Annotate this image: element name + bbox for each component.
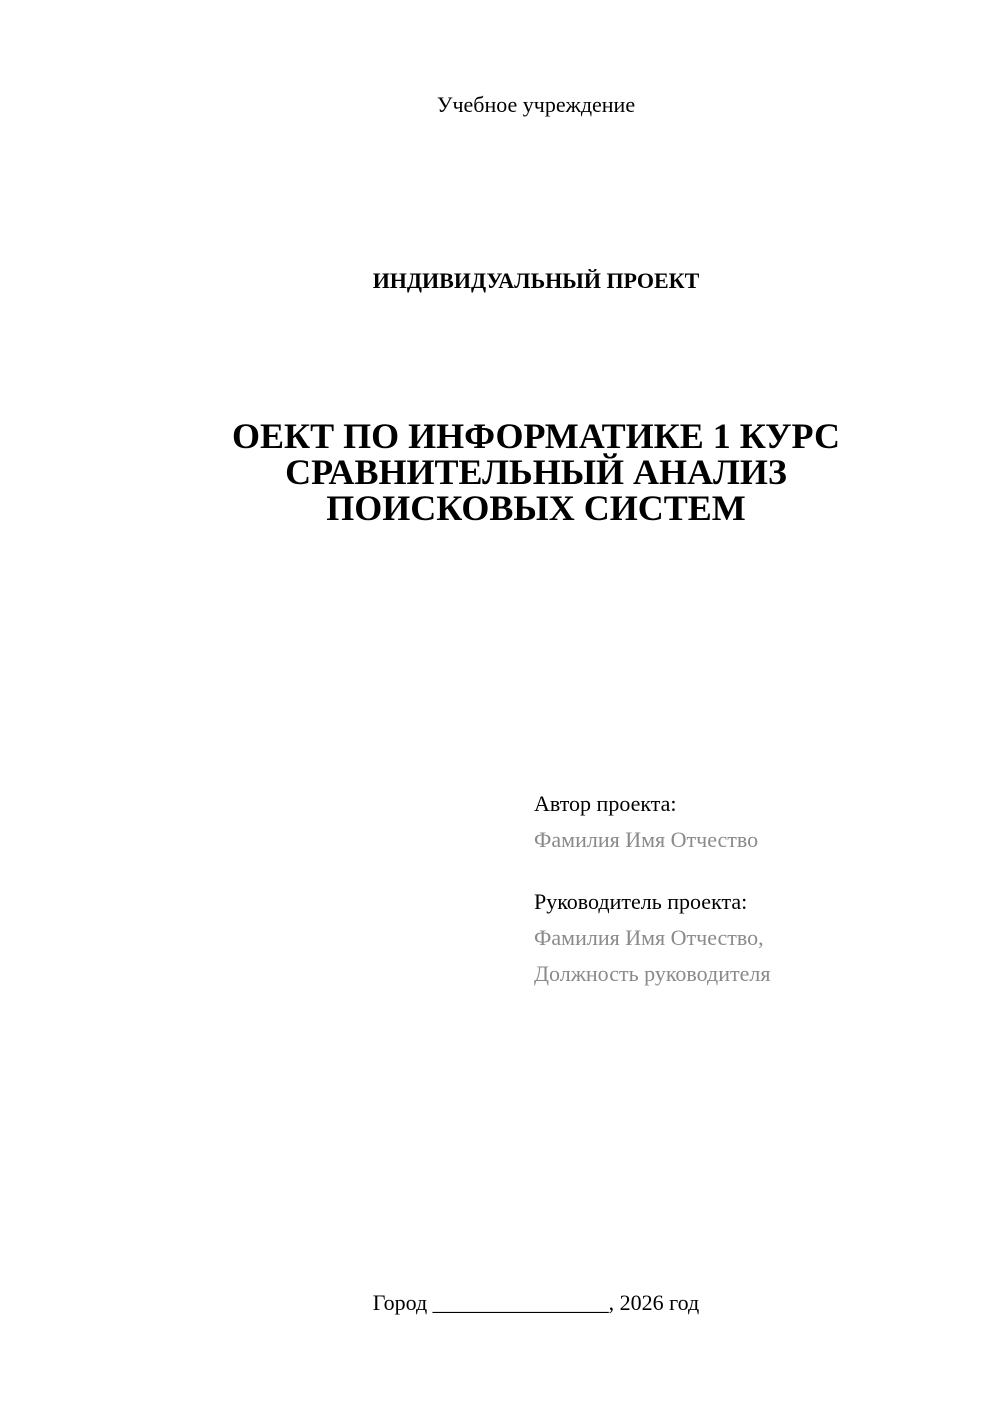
project-title-line-3: ПОИСКОВЫХ СИСТЕМ	[326, 488, 746, 528]
authors-spacer	[534, 858, 974, 884]
city-year-footer: Город ________________, 2026 год	[372, 1290, 700, 1315]
project-title	[0, 418, 1000, 526]
document-type: ИНДИВИДУАЛЬНЫЙ ПРОЕКТ	[372, 268, 700, 293]
project-title-line-2: СРАВНИТЕЛЬНЫЙ АНАЛИЗ	[285, 452, 787, 492]
supervisor-name: Фамилия Имя Отчество,	[534, 925, 764, 950]
supervisor-position: Должность руководителя	[534, 961, 771, 986]
author-name: Фамилия Имя Отчество	[534, 827, 759, 852]
project-title-line-1: ОЕКТ ПО ИНФОРМАТИКЕ 1 КУРС	[232, 416, 840, 456]
author-label: Автор проекта:	[534, 791, 677, 816]
authors-block	[534, 786, 974, 992]
institution-name: Учебное учреждение	[436, 92, 636, 117]
supervisor-label: Руководитель проекта:	[534, 889, 748, 914]
